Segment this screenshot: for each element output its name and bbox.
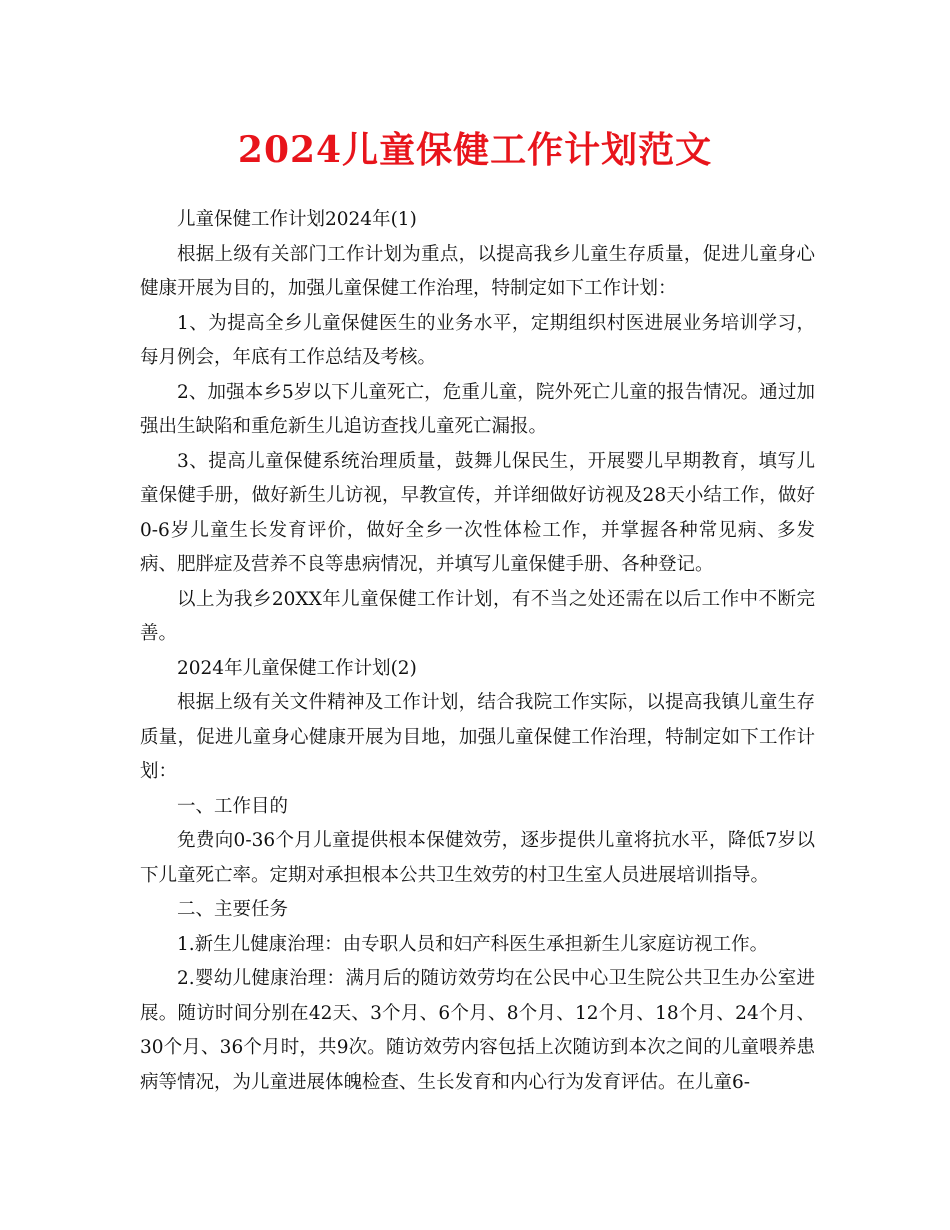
paragraph-item-2: 2、加强本乡5岁以下儿童死亡，危重儿童，院外死亡儿童的报告情况。通过加强出生缺陷和重危新生儿追访查找儿童死亡漏报。 (140, 381, 815, 437)
paragraph-item-3: 3、提高儿童保健系统治理质量，鼓舞儿保民生，开展婴儿早期教育，填写儿童保健手册，做好新生儿访视，早教宣传，并详细做好访视及28天小结工作，做好0-6岁儿童生长发育评价，做好全乡一次性体检工作，并掌握各种常见病、多发病、肥胖症及营养不良等患病情况，并填写儿童保健手册、各种登记。 (140, 450, 815, 575)
paragraph-item-1: 1、为提高全乡儿童保健医生的业务水平，定期组织村医进展业务培训学习，每月例会，年底有工作总结及考核。 (140, 312, 815, 368)
paragraph-intro-2: 根据上级有关文件精神及工作计划，结合我院工作实际，以提高我镇儿童生存质量，促进儿童身心健康开展为目地，加强儿童保健工作治理，特制定如下工作计划： (140, 692, 815, 782)
paragraph-goals: 免费向0-36个月儿童提供根本保健效劳，逐步提供儿童将抗水平，降低7岁以下儿童死亡率。定期对承担根本公共卫生效劳的村卫生室人员进展培训指导。 (140, 830, 815, 886)
section-heading-goals: 一、工作目的 (177, 795, 289, 817)
section-heading-tasks: 二、主要任务 (177, 899, 289, 920)
paragraph-task-2: 2.婴幼儿健康治理：满月后的随访效劳均在公民中心卫生院公共卫生办公室进展。随访时间分别在42天、3个月、6个月、8个月、12个月、18个月、24个月、30个月、36个月时，共9次。随访效劳内容包括上次随访到本次之间的儿童喂养患病等情况，为儿童进展体魄检查、生长发育和内心行为发育评估。在儿童6- (140, 968, 815, 1093)
paragraph-plan-2-heading: 2024年儿童保健工作计划(2) (177, 657, 417, 679)
paragraph-intro-1: 根据上级有关部门工作计划为重点，以提高我乡儿童生存质量，促进儿童身心健康开展为目的，加强儿童保健工作治理，特制定如下工作计划： (140, 243, 815, 299)
document-title: 2024儿童保健工作计划范文 (237, 129, 713, 171)
document-body (140, 203, 815, 1100)
paragraph-conclusion-1: 以上为我乡20XX年儿童保健工作计划，有不当之处还需在以后工作中不断完善。 (140, 588, 815, 644)
paragraph-task-1: 1.新生儿健康治理：由专职人员和妇产科医生承担新生儿家庭访视工作。 (177, 933, 769, 955)
paragraph-plan-1-heading: 儿童保健工作计划2024年(1) (177, 209, 417, 230)
